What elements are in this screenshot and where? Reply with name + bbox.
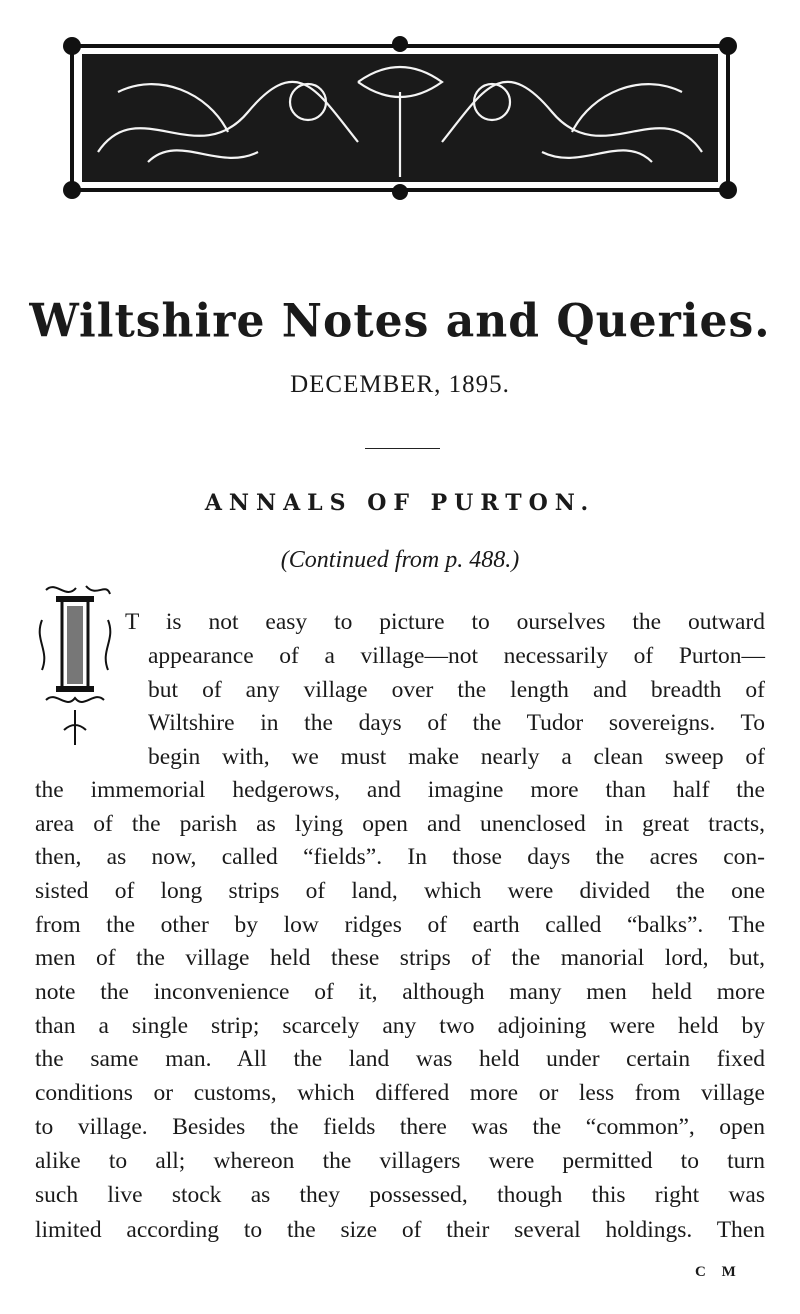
article-title: ANNALS OF PURTON. [204,490,596,516]
body-line: Wiltshire in the days of the Tudor sovereigns. To [148,710,765,736]
body-line: note the inconvenience of it, although many men held more [35,979,765,1005]
signature-mark: C M [695,1264,742,1280]
body-line: such live stock as they possessed, though this right was [35,1182,765,1208]
body-line: to village. Besides the fields there was the “common”, open [35,1114,765,1140]
divider-rule [365,448,440,449]
ornamental-headpiece [58,32,742,204]
body-line: conditions or customs, which differed more or less from village [35,1080,765,1106]
body-line: than a single strip; scarcely any two adjoining were held by [35,1013,765,1039]
body-line: men of the village held these strips of the manorial lord, but, [35,945,765,971]
continued-note: (Continued from p. 488.) [280,547,520,573]
body-line: appearance of a village—not necessarily of Purton— [148,643,765,669]
journal-title: Wiltshire Notes and Queries. [29,294,771,349]
body-line: limited according to the size of their several holdings. Then [35,1217,765,1243]
body-line: T is not easy to picture to ourselves the outward [125,609,765,635]
body-line: sisted of long strips of land, which were divided the one [35,878,765,904]
body-line: the immemorial hedgerows, and imagine more than half the [35,777,765,803]
body-line: the same man. All the land was held under certain fixed [35,1046,765,1072]
body-line: but of any village over the length and breadth of [148,677,765,703]
body-line: begin with, we must make nearly a clean sweep of [148,744,765,770]
issue-date: DECEMBER, 1895. [290,371,510,398]
body-line: then, as now, called “fields”. In those days the acres con- [35,844,765,870]
body-line: alike to all; whereon the villagers were permitted to turn [35,1148,765,1174]
ornamental-drop-cap [36,580,114,752]
body-line: area of the parish as lying open and unenclosed in great tracts, [35,811,765,837]
body-line: from the other by low ridges of earth called “balks”. The [35,912,765,938]
